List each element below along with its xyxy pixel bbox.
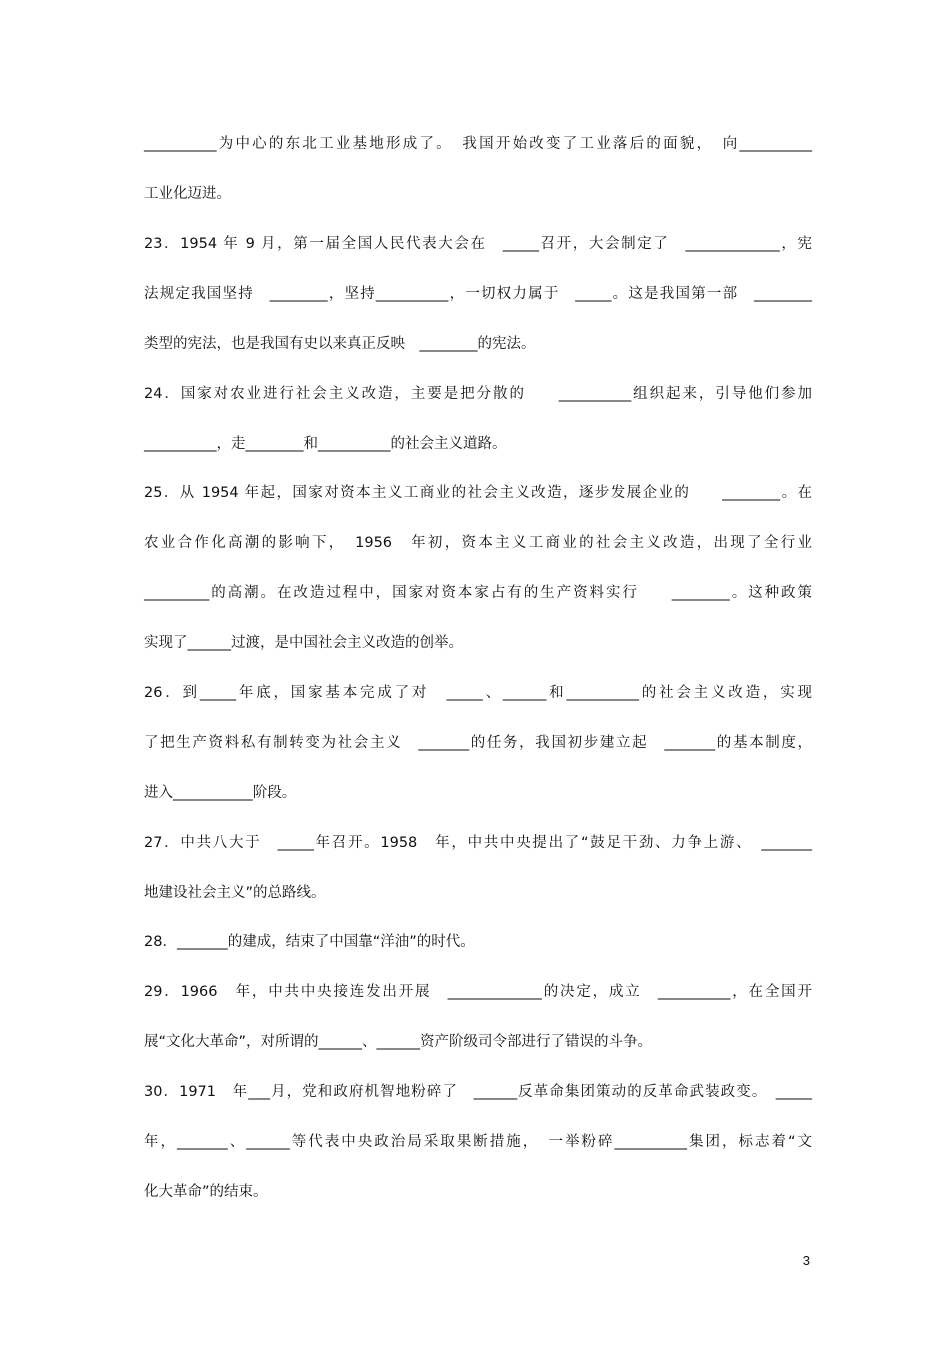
question-30-line-1: 30．1971 年___月，党和政府机智地粉碎了 ______反革命集团策动的反革命武装政变。 _____ xyxy=(144,1084,812,1100)
question-25-line-2: 农业合作化高潮的影响下， 1956 年初，资本主义工商业的社会主义改造，出现了全行业 xyxy=(144,535,812,551)
question-23-line-2: 法规定我国坚持 ________，坚持__________，一切权力属于 _____。这是我国第一部 ________ xyxy=(144,286,812,302)
question-30-line-2: 年，_______、______等代表中央政治局采取果断措施， 一举粉碎__________集团，标志着“文 xyxy=(144,1134,812,1150)
page-number: 3 xyxy=(802,1253,810,1268)
question-30-line-3: 化大革命”的结束。 xyxy=(144,1184,268,1200)
question-27-line-2: 地建设社会主义”的总路线。 xyxy=(144,885,326,901)
question-29-line-2: 展“文化大革命”，对所谓的______、______资产阶级司令部进行了错误的斗争。 xyxy=(144,1034,653,1050)
question-25-line-3: _________的高潮。在改造过程中，国家对资本家占有的生产资料实行 ________。这种政策 xyxy=(144,585,812,601)
question-26-line-3: 进入___________阶段。 xyxy=(144,785,297,801)
question-24-line-1: 24．国家对农业进行社会主义改造，主要是把分散的 __________组织起来，引导他们参加 xyxy=(144,386,812,402)
question-26-line-1: 26．到_____年底，国家基本完成了对 _____、______和__________的社会主义改造，实现 xyxy=(144,685,812,701)
question-26-line-2: 了把生产资料私有制转变为社会主义 _______的任务，我国初步建立起 _______的基本制度， xyxy=(144,735,812,751)
question-23-line-1: 23．1954 年 9 月，第一届全国人民代表大会在 _____召开，大会制定了 _____________，宪 xyxy=(144,236,812,252)
text-line-1: __________为中心的东北工业基地形成了。 我国开始改变了工业落后的面貌， 向__________ xyxy=(144,136,812,152)
question-25-line-4: 实现了______过渡，是中国社会主义改造的创举。 xyxy=(144,635,463,651)
question-29-line-1: 29．1966 年，中共中央接连发出开展 _____________的决定，成立 __________，在全国开 xyxy=(144,984,812,1000)
question-23-line-3: 类型的宪法，也是我国有史以来真正反映 ________的宪法。 xyxy=(144,336,536,352)
question-24-line-2: __________，走________和__________的社会主义道路。 xyxy=(144,436,507,452)
question-28-line-1: 28．_______的建成，结束了中国靠“洋油”的时代。 xyxy=(144,934,475,950)
question-27-line-1: 27．中共八大于 _____年召开。1958 年，中共中央提出了“鼓足干劲、力争上游、 _______ xyxy=(144,835,812,851)
question-25-line-1: 25．从 1954 年起，国家对资本主义工商业的社会主义改造，逐步发展企业的 ________。在 xyxy=(144,485,812,501)
text-line-2: 工业化迈进。 xyxy=(144,186,231,202)
